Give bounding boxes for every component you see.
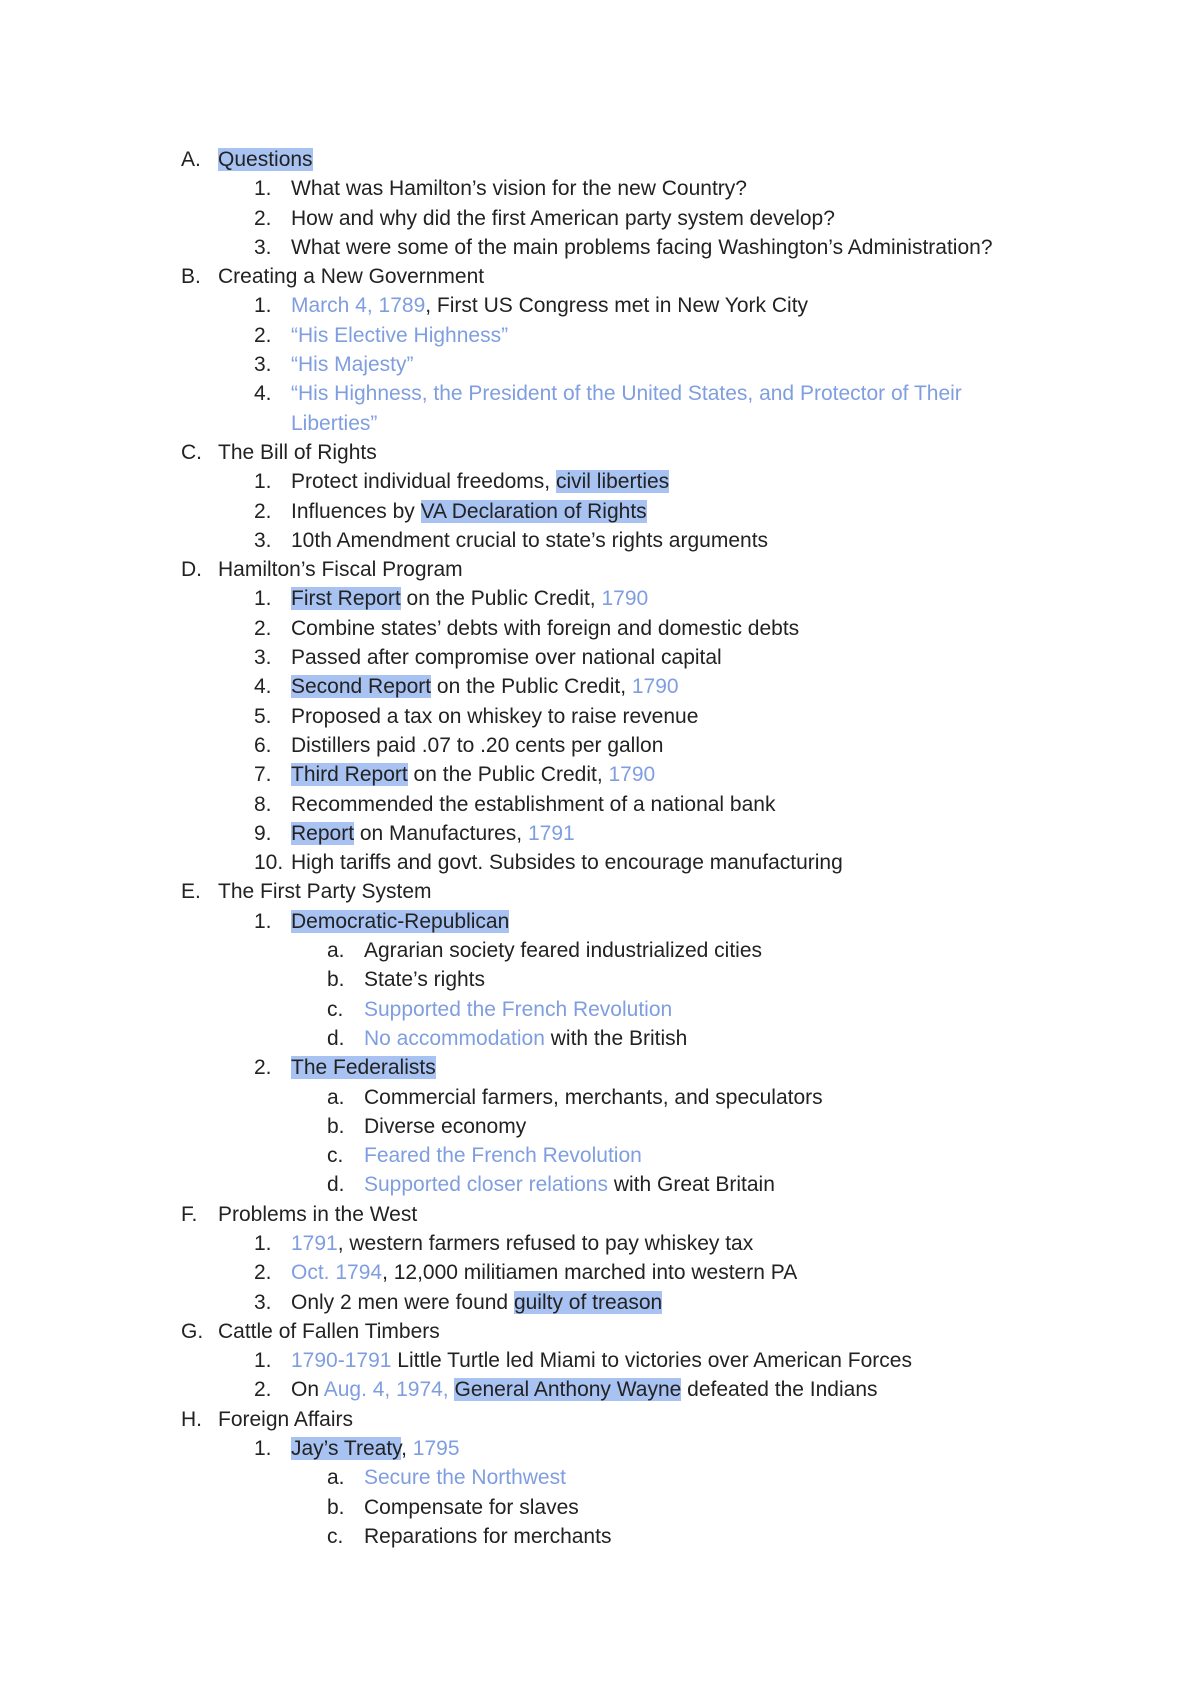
list-marker: b.	[327, 1114, 345, 1138]
list-marker: b.	[327, 968, 345, 992]
list-marker: a.	[327, 1085, 345, 1109]
list-marker: 1.	[254, 587, 272, 611]
list-marker: 3.	[254, 353, 272, 377]
outline-item-level-2	[0, 1375, 1200, 1404]
outline-item-level-2	[0, 497, 1200, 526]
list-item-text	[218, 1200, 417, 1229]
highlighted-text: Questions	[218, 148, 313, 171]
text-segment: The First Party System	[218, 880, 432, 904]
list-item-text	[291, 467, 669, 496]
outline-item-level-2	[0, 1288, 1200, 1317]
highlighted-text: Report	[291, 821, 355, 845]
outline-item-level-1	[0, 145, 1200, 174]
list-marker: 9.	[254, 821, 272, 845]
highlighted-text: Third Report	[291, 763, 408, 787]
list-item-text	[364, 936, 762, 965]
list-marker: c.	[327, 1524, 344, 1548]
outline-item-level-1	[0, 877, 1200, 906]
blue-text: 1790-1791	[291, 1349, 392, 1373]
list-marker: 4.	[254, 382, 272, 406]
blue-text: Aug. 4, 1974,	[323, 1378, 455, 1402]
list-item-text	[291, 204, 835, 233]
highlighted-text: General Anthony Wayne	[454, 1378, 682, 1402]
outline-item-level-2	[0, 174, 1200, 203]
outline-item-level-1	[0, 555, 1200, 584]
text-segment: Passed after compromise over national capital	[291, 646, 722, 670]
list-item-text	[291, 1229, 753, 1258]
outline-item-level-3	[0, 1141, 1200, 1170]
outline-item-level-3	[0, 1463, 1200, 1492]
outline-item-level-3	[0, 1024, 1200, 1053]
outline-list	[0, 145, 1200, 1551]
outline-item-level-2	[0, 702, 1200, 731]
text-segment: How and why did the first American party system develop?	[291, 206, 835, 230]
blue-text: 1791	[291, 1231, 338, 1255]
list-item-text	[291, 848, 843, 877]
outline-item-level-2	[0, 1053, 1200, 1082]
outline-item-level-2	[0, 321, 1200, 350]
list-marker: F.	[181, 1202, 198, 1226]
list-item-text	[291, 379, 1051, 438]
list-marker: 2.	[254, 1056, 272, 1080]
text-segment: on the Public Credit,	[431, 675, 632, 699]
list-item-text	[364, 1083, 823, 1112]
list-item-text	[291, 233, 993, 262]
list-item-text	[364, 1170, 775, 1199]
list-marker: 2.	[254, 499, 272, 523]
text-segment: Problems in the West	[218, 1202, 418, 1226]
blue-text: “His Elective Highness”	[291, 323, 509, 347]
list-item-text	[291, 819, 575, 848]
outline-item-level-2	[0, 204, 1200, 233]
highlighted-text: First Report	[291, 587, 401, 611]
outline-item-level-2	[0, 1229, 1200, 1258]
outline-item-level-3	[0, 995, 1200, 1024]
outline-item-level-3	[0, 1112, 1200, 1141]
list-item-text	[218, 1405, 353, 1434]
outline-item-level-2	[0, 233, 1200, 262]
list-item-text	[218, 262, 484, 291]
outline-item-level-2	[0, 614, 1200, 643]
highlighted-text: guilty of treason	[513, 1290, 663, 1314]
list-marker: 1.	[254, 294, 272, 318]
blue-text: Feared the French Revolution	[364, 1144, 642, 1168]
text-segment: ,	[401, 1437, 413, 1461]
list-marker: D.	[181, 558, 202, 582]
list-item-text	[364, 1141, 642, 1170]
list-item-text	[364, 995, 672, 1024]
highlighted-text: Second Report	[291, 675, 432, 699]
list-item-text	[291, 1258, 797, 1287]
list-marker: d.	[327, 1026, 345, 1050]
list-marker: 6.	[254, 733, 272, 757]
outline-item-level-3	[0, 1493, 1200, 1522]
outline-item-level-2	[0, 907, 1200, 936]
text-segment: Influences by	[291, 499, 421, 523]
text-segment: Commercial farmers, merchants, and speculators	[364, 1085, 823, 1109]
list-item-text	[291, 1053, 436, 1082]
blue-text: 1791	[527, 821, 575, 845]
text-segment: Creating a New Government	[218, 265, 485, 289]
list-item-text	[218, 1317, 440, 1346]
outline-item-level-2	[0, 379, 1200, 438]
blue-text: Secure the Northwest	[364, 1466, 566, 1490]
text-segment: Hamilton’s Fiscal Program	[218, 558, 463, 582]
list-item-text	[291, 291, 808, 320]
list-marker: 5.	[254, 704, 272, 728]
list-item-text	[364, 1493, 579, 1522]
list-marker: 2.	[254, 1261, 272, 1285]
list-item-text	[291, 790, 775, 819]
list-marker: c.	[327, 1144, 344, 1168]
list-item-text	[364, 1522, 611, 1551]
list-marker: 7.	[254, 763, 272, 787]
list-marker: 3.	[254, 528, 272, 552]
text-segment: High tariffs and govt. Subsides to encourage manufacturing	[291, 851, 843, 875]
blue-text: 1790	[608, 763, 656, 787]
list-item-text	[364, 965, 485, 994]
list-item-text	[291, 643, 722, 672]
highlighted-text: The Federalists	[291, 1056, 436, 1080]
text-segment: Distillers paid .07 to .20 cents per gallon	[291, 733, 664, 757]
list-marker: 4.	[254, 675, 272, 699]
list-item-text	[364, 1463, 566, 1492]
blue-text: Supported closer relations	[364, 1173, 608, 1197]
text-segment: Cattle of Fallen Timbers	[218, 1319, 440, 1343]
outline-item-level-2	[0, 643, 1200, 672]
list-item-text	[291, 1288, 662, 1317]
blue-text: Supported the French Revolution	[364, 997, 673, 1021]
list-marker: 3.	[254, 1290, 272, 1314]
list-item-text	[291, 497, 647, 526]
blue-text: “His Highness, the President of the United States, and Protector of Their Liberties”	[291, 382, 962, 435]
outline-item-level-1	[0, 1200, 1200, 1229]
list-marker: B.	[181, 265, 201, 289]
text-segment: Protect individual freedoms,	[291, 470, 556, 494]
list-item-text	[364, 1112, 526, 1141]
outline-item-level-2	[0, 731, 1200, 760]
text-segment: on the Public Credit,	[407, 763, 609, 787]
list-marker: H.	[181, 1407, 202, 1431]
outline-item-level-2	[0, 1346, 1200, 1375]
outline-item-level-2	[0, 790, 1200, 819]
list-item-text	[291, 1434, 460, 1463]
blue-text: Oct. 1794	[291, 1261, 383, 1285]
blue-text: 1795	[412, 1437, 460, 1461]
text-segment: on Manufactures,	[354, 821, 528, 845]
text-segment: 10th Amendment crucial to state’s rights arguments	[291, 528, 769, 552]
list-item-text	[291, 731, 663, 760]
outline-item-level-2	[0, 819, 1200, 848]
list-item-text	[291, 526, 768, 555]
text-segment: defeated the Indians	[681, 1378, 878, 1402]
text-segment: , First US Congress met in New York City	[425, 294, 809, 318]
list-marker: 1.	[254, 909, 272, 933]
text-segment: Only 2 men were found	[291, 1290, 514, 1314]
outline-item-level-3	[0, 1522, 1200, 1551]
list-item-text	[218, 145, 313, 174]
outline-item-level-2	[0, 760, 1200, 789]
text-segment: Agrarian society feared industrialized cities	[364, 939, 763, 963]
outline-item-level-2	[0, 1434, 1200, 1463]
text-segment: , western farmers refused to pay whiskey tax	[337, 1231, 754, 1255]
outline-item-level-2	[0, 350, 1200, 379]
text-segment: Diverse economy	[364, 1114, 527, 1138]
blue-text: March 4, 1789	[291, 294, 426, 318]
list-marker: 1.	[254, 177, 272, 201]
highlighted-text: civil liberties	[555, 470, 670, 494]
text-segment: with the British	[544, 1026, 688, 1050]
list-marker: 1.	[254, 470, 272, 494]
highlighted-text: Democratic-Republican	[291, 909, 510, 933]
list-marker: c.	[327, 997, 344, 1021]
text-segment: Proposed a tax on whiskey to raise revenue	[291, 704, 699, 728]
text-segment: The Bill of Rights	[218, 440, 377, 464]
list-marker: 1.	[254, 1349, 272, 1373]
outline-item-level-2	[0, 526, 1200, 555]
outline-item-level-2	[0, 672, 1200, 701]
list-marker: 2.	[254, 206, 272, 230]
list-marker: b.	[327, 1495, 345, 1519]
outline-item-level-3	[0, 1083, 1200, 1112]
list-marker: A.	[181, 148, 201, 171]
text-segment: Foreign Affairs	[218, 1407, 354, 1431]
outline-item-level-2	[0, 467, 1200, 496]
list-item-text	[291, 321, 508, 350]
text-segment: Compensate for slaves	[364, 1495, 579, 1519]
blue-text: “His Majesty”	[291, 353, 414, 377]
outline-item-level-1	[0, 438, 1200, 467]
list-item-text	[291, 1375, 878, 1404]
text-segment: with Great Britain	[607, 1173, 775, 1197]
outline-item-level-2	[0, 584, 1200, 613]
list-item-text	[291, 614, 799, 643]
outline-item-level-3	[0, 1170, 1200, 1199]
list-item-text	[291, 672, 679, 701]
text-segment: On	[291, 1378, 324, 1402]
outline-item-level-3	[0, 965, 1200, 994]
list-item-text	[218, 555, 463, 584]
list-item-text	[364, 1024, 687, 1053]
outline-item-level-1	[0, 1405, 1200, 1434]
text-segment: Reparations for merchants	[364, 1524, 612, 1548]
text-segment: on the Public Credit,	[400, 587, 602, 611]
list-marker: a.	[327, 939, 345, 963]
list-marker: C.	[181, 440, 202, 464]
list-item-text	[218, 877, 432, 906]
list-item-text	[291, 350, 414, 379]
outline-item-level-2	[0, 848, 1200, 877]
list-marker: G.	[181, 1319, 204, 1343]
list-item-text	[291, 907, 509, 936]
list-marker: 2.	[254, 1378, 272, 1402]
text-segment: What were some of the main problems facing Washington’s Administration?	[291, 235, 993, 259]
outline-item-level-1	[0, 262, 1200, 291]
blue-text: No accommodation	[364, 1026, 545, 1050]
text-segment: , 12,000 militiamen marched into western PA	[382, 1261, 798, 1285]
highlighted-text: VA Declaration of Rights	[420, 499, 647, 523]
list-marker: 2.	[254, 616, 272, 640]
list-marker: d.	[327, 1173, 345, 1197]
list-item-text	[291, 584, 648, 613]
list-marker: 2.	[254, 323, 272, 347]
outline-item-level-1	[0, 1317, 1200, 1346]
blue-text: 1790	[631, 675, 679, 699]
outline-item-level-3	[0, 936, 1200, 965]
list-item-text	[291, 174, 747, 203]
text-segment: What was Hamilton’s vision for the new Country?	[291, 177, 747, 201]
list-marker: 10.	[254, 851, 284, 875]
list-item-text	[291, 1346, 912, 1375]
list-marker: 1.	[254, 1437, 272, 1461]
list-item-text	[291, 702, 698, 731]
list-marker: 8.	[254, 792, 272, 816]
text-segment: Little Turtle led Miami to victories over American Forces	[391, 1349, 912, 1373]
outline-item-level-2	[0, 1258, 1200, 1287]
list-item-text	[218, 438, 377, 467]
outline-item-level-2	[0, 291, 1200, 320]
list-marker: 3.	[254, 646, 272, 670]
text-segment: State’s rights	[364, 968, 486, 992]
text-segment: Combine states’ debts with foreign and domestic debts	[291, 616, 800, 640]
list-marker: E.	[181, 880, 201, 904]
list-marker: 1.	[254, 1231, 272, 1255]
list-marker: a.	[327, 1466, 345, 1490]
text-segment: Recommended the establishment of a national bank	[291, 792, 776, 816]
highlighted-text: Jay’s Treaty	[291, 1437, 402, 1461]
list-item-text	[291, 760, 655, 789]
blue-text: 1790	[601, 587, 649, 611]
list-marker: 3.	[254, 235, 272, 259]
